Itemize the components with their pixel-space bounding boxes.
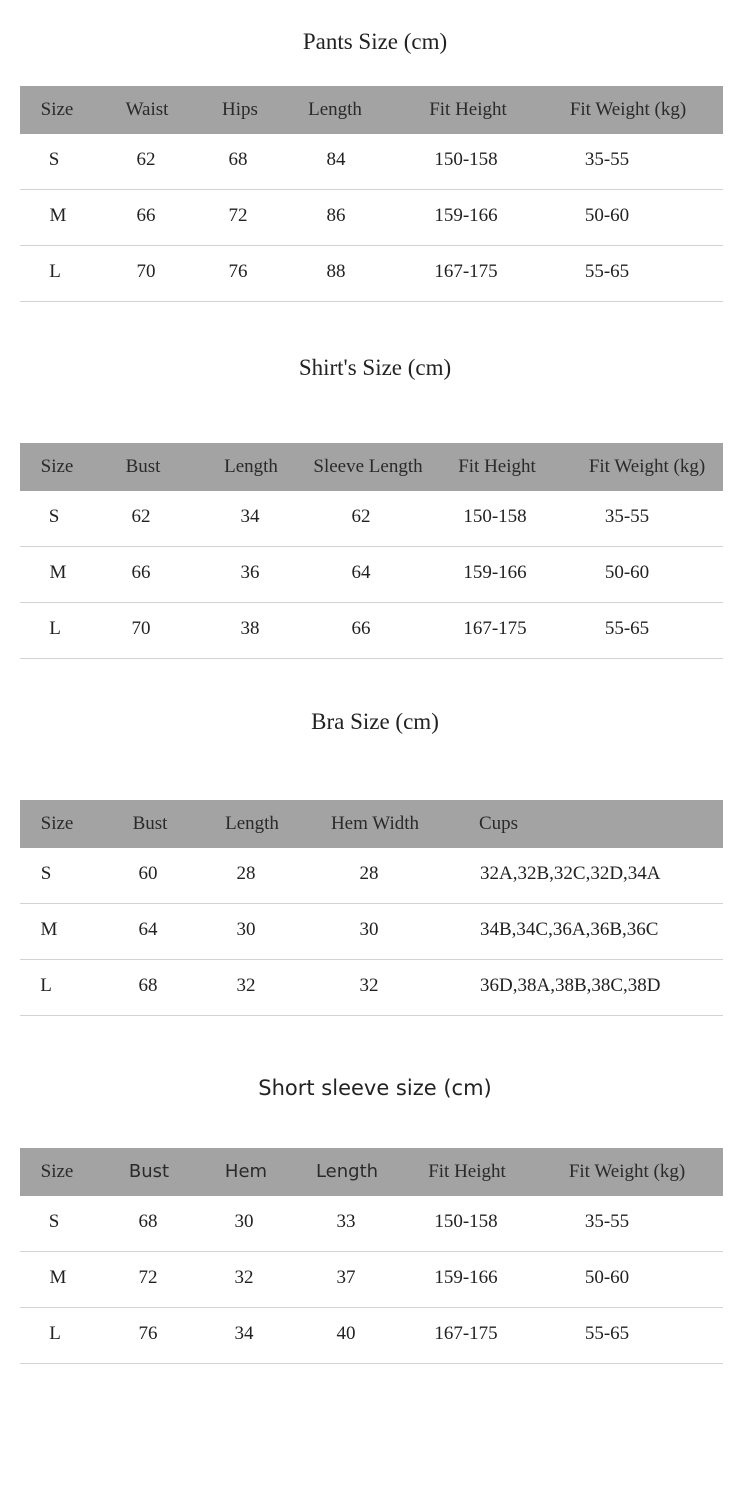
table-cell: S <box>48 506 60 527</box>
table-cell: 66 <box>131 562 151 583</box>
table-cell: L <box>40 975 52 996</box>
table-cell: 68 <box>138 1211 158 1232</box>
short-sleeve-size-title: Short sleeve size (cm) <box>258 1076 492 1100</box>
column-header: Size <box>40 99 74 120</box>
table-cell: L <box>49 261 61 282</box>
column-header: Hem Width <box>330 813 420 834</box>
table-header-row <box>20 86 723 134</box>
table-cell: 76 <box>138 1323 158 1344</box>
table-cell: 68 <box>138 975 158 996</box>
column-header: Fit Weight (kg) <box>569 99 687 120</box>
table-row <box>20 246 723 302</box>
bra-size-title: Bra Size (cm) <box>311 709 439 734</box>
column-header: Bust <box>128 1161 170 1182</box>
table-header-row <box>20 443 723 491</box>
column-header: Fit Weight (kg) <box>568 1161 686 1182</box>
table-cell: 88 <box>326 261 346 282</box>
table-cell: 72 <box>228 205 248 226</box>
table-cell: 60 <box>138 863 158 884</box>
table-cell: 66 <box>351 618 371 639</box>
column-header: Waist <box>125 99 169 120</box>
column-header: Fit Height <box>428 1161 506 1182</box>
column-header: Fit Height <box>429 99 507 120</box>
table-cell: 62 <box>131 506 151 527</box>
table-row <box>20 547 723 603</box>
table-cell: 70 <box>136 261 156 282</box>
table-cell: 68 <box>228 149 248 170</box>
table-cell: 34 <box>240 506 260 527</box>
column-header: Fit Height <box>458 456 536 477</box>
table-cell: 35-55 <box>584 1211 630 1232</box>
table-cell: M <box>40 919 58 940</box>
table-cell: 34 <box>234 1323 254 1344</box>
table-cell: 159-166 <box>434 205 498 226</box>
table-cell: 32 <box>236 975 256 996</box>
table-row <box>20 603 723 659</box>
table-cell: 55-65 <box>584 261 630 282</box>
table-cell: S <box>48 149 60 170</box>
table-cell: 32A,32B,32C,32D,34A <box>480 863 661 884</box>
table-cell: 32 <box>234 1267 254 1288</box>
table-cell: 66 <box>136 205 156 226</box>
table-cell: S <box>40 863 52 884</box>
column-header: Size <box>40 813 74 834</box>
table-cell: 167-175 <box>434 261 498 282</box>
table-cell: 38 <box>240 618 260 639</box>
table-cell: M <box>49 205 67 226</box>
table-cell: 70 <box>131 618 151 639</box>
column-header: Length <box>225 813 279 834</box>
table-cell: 33 <box>336 1211 356 1232</box>
column-header: Fit Weight (kg) <box>588 456 706 477</box>
table-cell: 159-166 <box>463 562 527 583</box>
table-cell: 167-175 <box>463 618 527 639</box>
table-cell: 84 <box>326 149 346 170</box>
table-row <box>20 1252 723 1308</box>
table-cell: 167-175 <box>434 1323 498 1344</box>
table-cell: 40 <box>336 1323 356 1344</box>
table-row <box>20 960 723 1016</box>
table-cell: 35-55 <box>584 149 630 170</box>
pants-size-title: Pants Size (cm) <box>302 29 448 54</box>
table-cell: 30 <box>234 1211 254 1232</box>
table-cell: 76 <box>228 261 248 282</box>
table-cell: 159-166 <box>434 1267 498 1288</box>
table-cell: 64 <box>138 919 158 940</box>
table-cell: 28 <box>359 863 379 884</box>
table-cell: 50-60 <box>584 1267 630 1288</box>
table-cell: M <box>49 562 67 583</box>
column-header: Size <box>40 456 74 477</box>
table-cell: 50-60 <box>584 205 630 226</box>
table-cell: 150-158 <box>434 149 498 170</box>
column-header: Cups <box>479 813 519 834</box>
column-header: Hips <box>222 99 258 120</box>
table-cell: L <box>49 618 61 639</box>
table-cell: 32 <box>359 975 379 996</box>
table-cell: 62 <box>351 506 371 527</box>
table-row <box>20 1308 723 1364</box>
table-row <box>20 134 723 190</box>
table-header-row <box>20 1148 723 1196</box>
table-cell: 55-65 <box>584 1323 630 1344</box>
column-header: Length <box>308 99 362 120</box>
column-header: Bust <box>132 813 168 834</box>
shirt-size-title: Shirt's Size (cm) <box>298 355 452 380</box>
table-cell: 150-158 <box>463 506 527 527</box>
column-header: Sleeve Length <box>313 456 423 477</box>
table-cell: 50-60 <box>604 562 650 583</box>
column-header: Length <box>224 456 278 477</box>
table-cell: 72 <box>138 1267 158 1288</box>
table-row <box>20 491 723 547</box>
table-row <box>20 904 723 960</box>
table-cell: 37 <box>336 1267 356 1288</box>
column-header: Length <box>315 1161 379 1182</box>
table-cell: 34B,34C,36A,36B,36C <box>480 919 659 940</box>
table-cell: S <box>48 1211 60 1232</box>
column-header: Size <box>40 1161 74 1182</box>
table-cell: 35-55 <box>604 506 650 527</box>
table-cell: 36D,38A,38B,38C,38D <box>480 975 661 996</box>
table-cell: 30 <box>236 919 256 940</box>
table-header-row <box>20 800 723 848</box>
table-cell: 150-158 <box>434 1211 498 1232</box>
table-cell: 28 <box>236 863 256 884</box>
column-header: Hem <box>224 1161 268 1182</box>
table-row <box>20 190 723 246</box>
table-cell: L <box>49 1323 61 1344</box>
table-cell: 64 <box>351 562 371 583</box>
table-cell: 86 <box>326 205 346 226</box>
table-cell: 62 <box>136 149 156 170</box>
table-cell: 55-65 <box>604 618 650 639</box>
column-header: Bust <box>125 456 161 477</box>
table-cell: 36 <box>240 562 260 583</box>
table-row <box>20 848 723 904</box>
table-cell: M <box>49 1267 67 1288</box>
table-cell: 30 <box>359 919 379 940</box>
table-row <box>20 1196 723 1252</box>
